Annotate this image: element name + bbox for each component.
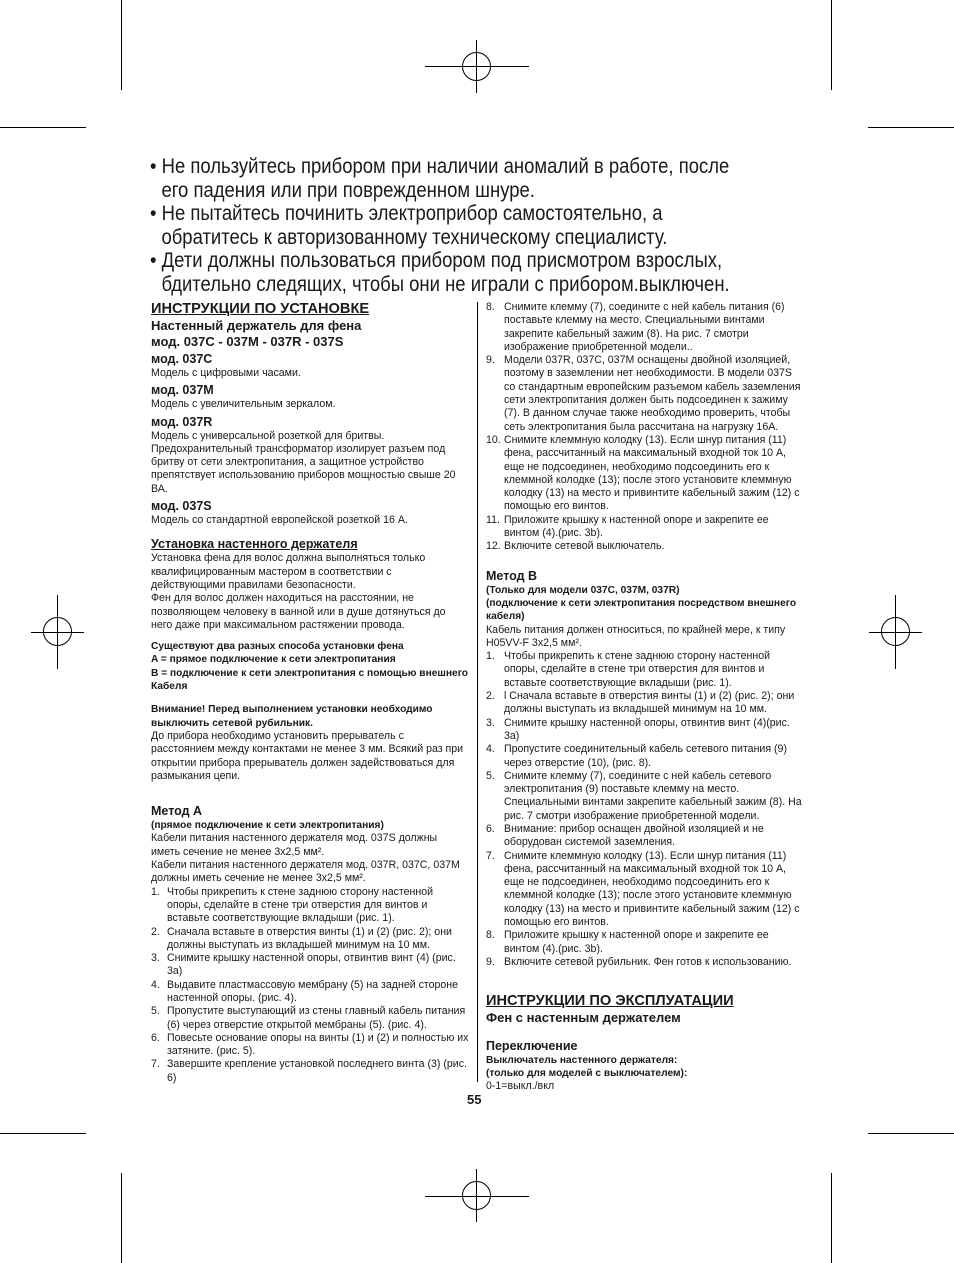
- install-paragraph: Установка фена для волос должна выполняться только квалифицированным мастером в соответствии с действующими правилами безопасности.: [151, 552, 426, 591]
- model-desc: Модель с цифровыми часами.: [151, 367, 301, 379]
- list-item: 1. Чтобы прикрепить к стене заднюю сторону настенной опоры, сделайте в стене три отверстия для винтов и вставьте соответствующие вкладыши (рис. 1).: [486, 650, 771, 689]
- switch-bold: Выключатель настенного держателя:: [486, 1054, 678, 1066]
- model-desc: Модель с универсальной розеткой для бритвы. Предохранительный трансформатор изолирует разъем под бритву от сети электропитания, а защитное устройство препятствует использованию приборов мощностью свыше 20 ВА.: [151, 429, 456, 495]
- usage-subtitle: Фен с настенным держателем: [486, 1010, 681, 1026]
- method-a-bold: (прямое подключение к сети электропитания): [151, 820, 384, 832]
- install-title: ИНСТРУКЦИИ ПО УСТАНОВКЕ: [151, 301, 370, 317]
- method-b-bold: (Только для модели 037C, 037M, 037R): [486, 584, 680, 596]
- model-name: мод. 037M: [151, 383, 214, 398]
- column-divider: [477, 302, 478, 1082]
- ways-line: B = подключение к сети электропитания с помощью внешнего Кабеля: [151, 667, 469, 693]
- model-desc: Модель с увеличительным зеркалом.: [151, 398, 336, 411]
- warning-1: • Не пользуйтесь прибором при наличии аномалий в работе, после его падения или при поврежденном шнуре.: [150, 155, 730, 202]
- list-item: 12. Включите сетевой выключатель.: [486, 540, 665, 553]
- switch-title: Переключение: [486, 1038, 578, 1053]
- method-b-steps: [486, 650, 804, 969]
- ways-line: Существуют два разных способа установки фена: [151, 641, 404, 653]
- list-item: 8. Приложите крышку к настенной опоре и закрепите ее винтом (4).(рис. 3b).: [486, 929, 769, 955]
- list-item: 11. Приложите крышку к настенной опоре и закрепите ее винтом (4).(рис. 3b).: [486, 513, 769, 540]
- list-item: 9. Модели 037R, 037C, 037M оснащены двойной изоляцией, поэтому в заземлении нет необходимости. В модели 037S со стандартным европейским разъемом кабель заземления сети электропитания должен быть подсоединен к зажиму (7). В данном случае также необходимо проверить, чтобы сеть электропитания была рассчитана на нагрузку 16A.: [486, 354, 801, 433]
- method-b-title: Метод B: [486, 568, 538, 583]
- list-item: 2. Сначала вставьте в отверстия винты (1) и (2) (рис. 2); они должны выступать из вкладышей минимум на 10 мм.: [151, 925, 452, 951]
- list-item: 4. Пропустите соединительный кабель сетевого питания (9) через отверстие (10), (рис. 8).: [486, 743, 787, 769]
- install-subtitle: Настенный держатель для фена: [151, 318, 362, 333]
- list-item: 8. Снимите клемму (7), соедините с ней кабель питания (6) поставьте клемму на место. Специальными винтами закрепите кабельный зажим (8). На рис. 7 смотри изображение приобретенной модели..: [486, 301, 785, 353]
- list-item: 5. Снимите клемму (7), соедините с ней кабель сетевого электропитания (9) поставьте клемму на место. Специальными винтами закрепите кабельный зажим (8). На рис. 7 смотри изображение приобретенной модели.: [486, 769, 802, 822]
- list-item: 10. Снимите клеммную колодку (13). Если шнур питания (11) фена, рассчитанный на максимальный входной ток 10 А, еще не подсоединен, необходимо подсоединить его к клеммной колодке (13); после этого установите клеммную колодку (13) на место и привинтите кабельный зажим (12) с помощью его винтов.: [486, 433, 800, 513]
- left-column: [151, 301, 469, 1085]
- attention-bold: Внимание! Перед выполнением установки необходимо выключить сетевой рубильник.: [151, 704, 433, 729]
- method-a-text: Кабели питания настенного держателя мод. 037S должны иметь сечение не менее 3х2,5 мм².: [151, 832, 438, 858]
- continued-steps: [486, 301, 804, 554]
- method-a-title: Метод A: [151, 804, 203, 819]
- warnings-block: [150, 155, 748, 296]
- model-name: мод. 037R: [151, 414, 213, 429]
- method-a-text: Кабели питания настенного держателя мод. 037R, 037C, 037M должны иметь сечение не менее 3х2,5 мм².: [151, 859, 460, 885]
- list-item: 4. Выдавите пластмассовую мембрану (5) на задней стороне настенной опоры. (рис. 4).: [151, 978, 459, 1004]
- list-item: 6. Повесьте основание опоры на винты (1) и (2) и полностью их затяните. (рис. 5).: [151, 1031, 469, 1058]
- method-b-bold: (подключение к сети электропитания посредством внешнего кабеля): [486, 597, 797, 623]
- ways-line: A = прямое подключение к сети электропитания: [151, 654, 396, 666]
- model-desc: Модель со стандартной европейской розеткой 16 А.: [151, 514, 408, 527]
- list-item: 3. Снимите крышку настенной опоры, отвинтив винт (4) (рис. 3a): [151, 952, 456, 978]
- models-line: мод. 037C - 037M - 037R - 037S: [151, 333, 344, 349]
- list-item: 1. Чтобы прикрепить к стене заднюю сторону настенной опоры, сделайте в стене три отверстия для винтов и вставьте соответствующие вкладыши (рис. 1).: [151, 885, 434, 925]
- page-number: 55: [467, 1092, 482, 1107]
- list-item: 3. Снимите крышку настенной опоры, отвинтив винт (4)(рис. 3a): [486, 716, 790, 742]
- method-b-text: Кабель питания должен относиться, по крайней мере, к типу H05VV-F 3x2,5 мм².: [486, 623, 786, 649]
- right-column: [486, 301, 804, 1094]
- warning-3: • Дети должны пользоваться прибором под присмотром взрослых, бдительно следящих, чтобы они не играли с прибором.выключен.: [150, 249, 730, 296]
- list-item: 7. Завершите крепление установкой последнего винта (3) (рис. 6): [151, 1058, 467, 1084]
- model-name: мод. 037S: [151, 499, 212, 514]
- list-item: 6. Внимание: прибор оснащен двойной изоляцией и не оборудован системой заземления.: [486, 822, 764, 849]
- install-paragraph: Фен для волос должен находиться на расстоянии, не позволяющем человеку в ванной или в душе дотянуться до него даже при максимальном растяжении провода.: [151, 592, 446, 631]
- usage-title: ИНСТРУКЦИИ ПО ЭКСПЛУАТАЦИИ: [486, 993, 734, 1010]
- model-name: мод. 037C: [151, 352, 213, 366]
- switch-text: 0-1=выкл./вкл: [486, 1080, 555, 1093]
- list-item: 5. Пропустите выступающий из стены главный кабель питания (6) через отверстие открытой мембраны (5). (рис. 4).: [151, 1005, 466, 1031]
- switch-bold: (только для моделей с выключателем):: [486, 1068, 688, 1080]
- list-item: 7. Снимите клеммную колодку (13). Если шнур питания (11) фена, рассчитанный на максимальный входной ток 10 А, еще не подсоединен, необходимо подсоединить его к клеммной колодке (13); после этого установите клеммную колодку (13) на место и привинтите кабельный зажим (12) с помощью его винтов.: [486, 849, 800, 929]
- wall-install-title: Установка настенного держателя: [151, 537, 358, 552]
- method-a-steps: [151, 886, 469, 1085]
- list-item: 9. Включите сетевой рубильник. Фен готов к использованию.: [486, 955, 792, 968]
- attention-text: До прибора необходимо установить прерыватель с расстоянием между контактами не менее 3 мм. Всякий раз при открытии прибора прерыватель должен задействоваться для размыкания цепи.: [151, 729, 464, 782]
- list-item: 2. l Сначала вставьте в отверстия винты (1) и (2) (рис. 2); они должны выступать из вкладышей минимум на 10 мм.: [486, 690, 795, 716]
- warning-2: • Не пытайтесь починить электроприбор самостоятельно, а обратитесь к авторизованному техническому специалисту.: [150, 202, 668, 249]
